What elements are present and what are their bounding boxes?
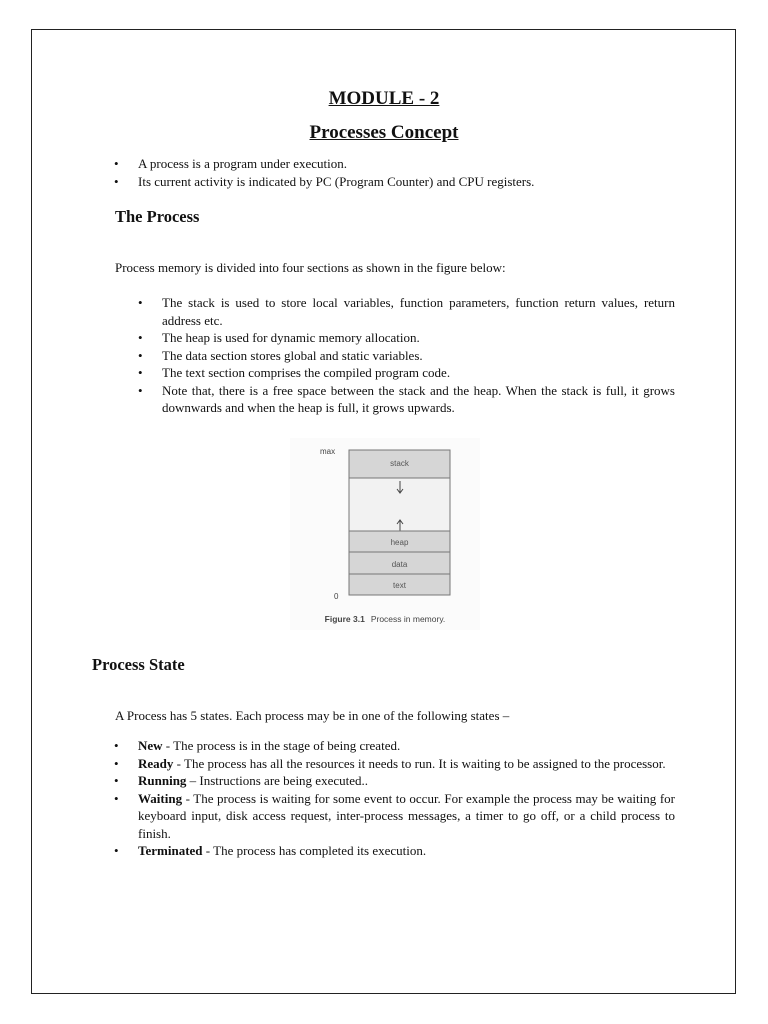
list-item: • The data section stores global and static variables. (138, 347, 423, 363)
label-zero: 0 (334, 592, 339, 601)
state-description: Instructions are being executed.. (199, 773, 368, 788)
list-item: • The stack is used to store local variables, function parameters, function return values, return address etc. (138, 295, 675, 328)
list-item: • New - The process is in the stage of being created. (114, 738, 401, 753)
list-item: • Running – Instructions are being executed.. (114, 773, 368, 788)
bullet-icon: • (114, 843, 119, 858)
memory-diagram (290, 438, 480, 613)
label-max: max (320, 447, 336, 456)
list-item: • Waiting - The process is waiting for some event to occur. For example the process may be waiting for keyboard input, disk access request, inter-process messages, a timer to go off, or a child process to finish. (114, 790, 675, 841)
bullet-icon: • (114, 755, 119, 771)
bullet-icon: • (138, 365, 143, 380)
state-description: The process has all the resources it needs to run. It is waiting to be assigned to the processor. (184, 755, 666, 771)
bullet-icon: • (138, 382, 143, 398)
state-term: Terminated (138, 843, 203, 858)
bullet-icon: • (114, 773, 119, 788)
module-title: MODULE - 2 (328, 88, 440, 109)
segment-label-heap: heap (390, 538, 409, 547)
process-memory-figure (290, 438, 480, 630)
process-memory-intro: Process memory is divided into four sections as shown in the figure below: (115, 260, 506, 275)
page-title: Processes Concept (309, 122, 459, 143)
bullet-icon: • (138, 347, 143, 363)
section-heading-process: The Process (115, 207, 200, 226)
list-item: • Ready - The process has all the resources it needs to run. It is waiting to be assigned to the processor. (114, 755, 666, 771)
list-item: • A process is a program under execution. (114, 156, 348, 171)
state-description: The process is in the stage of being created. (173, 738, 401, 753)
bullet-icon: • (114, 790, 119, 806)
state-term: Waiting (138, 790, 183, 806)
bullet-icon: • (114, 738, 119, 753)
bullet-icon: • (138, 330, 143, 345)
segment-label-data: data (391, 560, 408, 569)
section-heading-process-state: Process State (92, 655, 185, 674)
figure-caption-label: Figure 3.1 (324, 614, 365, 624)
bullet-icon: • (114, 173, 119, 189)
state-term: Running (138, 773, 187, 788)
list-item: • Note that, there is a free space between the stack and the heap. When the stack is full, it grows downwards and when the heap is full, it grows upwards. (138, 382, 675, 415)
state-bullet-list (114, 737, 675, 860)
intro-bullet-list (114, 155, 678, 190)
bullet-icon: • (138, 295, 143, 310)
state-term: Ready (138, 755, 174, 771)
state-description: The process has completed its execution. (213, 843, 427, 858)
list-item: • The heap is used for dynamic memory allocation. (138, 330, 420, 345)
figure-caption-text: Process in memory. (370, 614, 446, 624)
list-item: • Its current activity is indicated by PC (Program Counter) and CPU registers. (114, 173, 535, 189)
state-term: New (138, 738, 163, 753)
list-item: • Terminated - The process has completed its execution. (114, 843, 427, 858)
list-item: • The text section comprises the compiled program code. (138, 365, 451, 380)
state-description: The process is waiting for some event to occur. For example the process may be waiting for keyboard input, disk access request, inter-process messages, a timer to go off, or a child process to finish. (138, 790, 675, 841)
bullet-icon: • (114, 156, 119, 171)
process-state-intro: A Process has 5 states. Each process may be in one of the following states – (115, 708, 510, 723)
figure-caption (290, 614, 480, 624)
segment-label-stack: stack (390, 459, 409, 468)
segment-label-text: text (393, 581, 406, 590)
process-bullet-list (138, 294, 675, 417)
